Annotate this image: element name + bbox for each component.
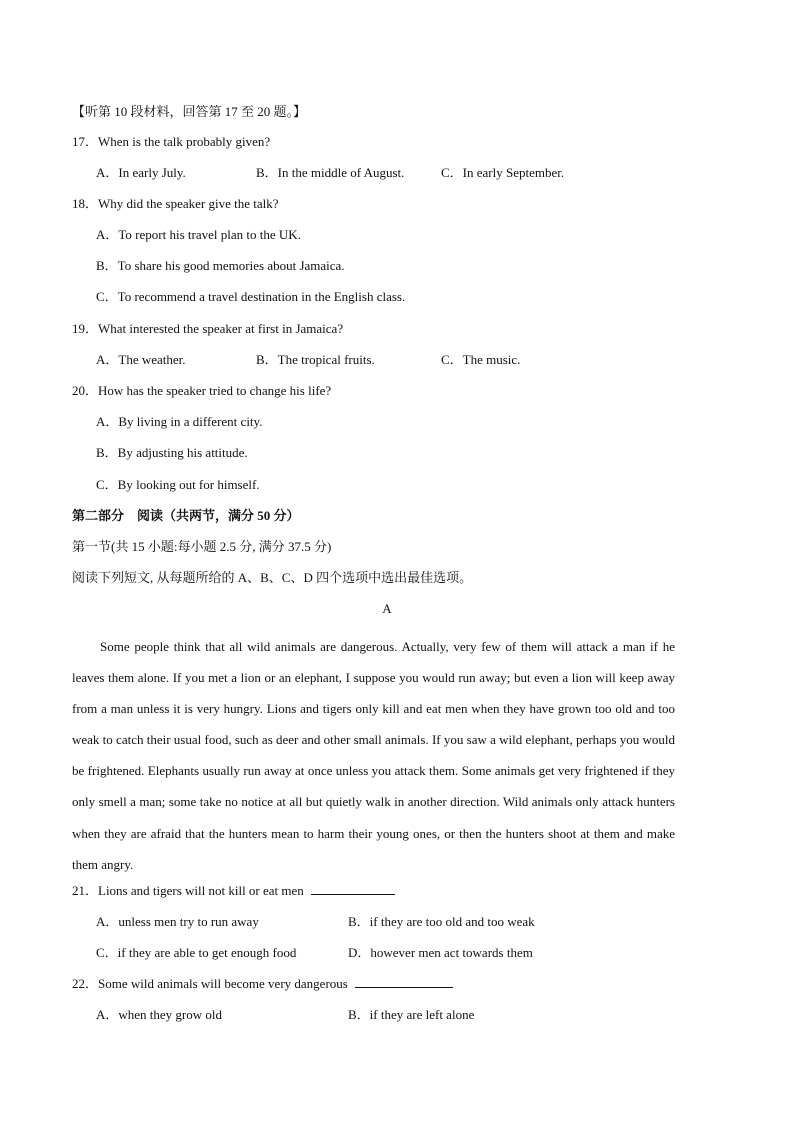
part2-title: 第二部分 阅读（共两节，满分 50 分） <box>72 508 300 523</box>
question-20-stem: 20．How has the speaker tried to change his life? <box>72 383 332 398</box>
question-19-option-b: B．The tropical fruits. <box>256 352 375 367</box>
answer-blank <box>311 882 395 895</box>
question-21-row <box>72 882 395 900</box>
question-20-option-a: A．By living in a different city. <box>96 414 263 429</box>
question-22-row <box>72 975 453 993</box>
question-22-option-a: A．when they grow old <box>96 1007 223 1022</box>
question-18-option-a: A．To report his travel plan to the UK. <box>96 227 301 242</box>
question-22-option-b: B．if they are left alone <box>348 1007 475 1022</box>
question-19-option-c: C．The music. <box>441 352 521 367</box>
question-17-option-b: B．In the middle of August. <box>256 165 405 180</box>
question-21-option-c: C．if they are able to get enough food <box>96 945 297 960</box>
question-19-stem: 19．What interested the speaker at first in Jamaica? <box>72 321 344 336</box>
passage-text: Some people think that all wild animals are dangerous. Actually, very few of them will attack a man if he leaves them alone. If you met a lion or an elephant, I suppose you would run away; but even a lion will keep away from a man unless it is very hungry. Lions and tigers only kill and eat men when they have grown too old and too weak to catch their usual food, such as deer and other small animals. If you saw a wild elephant, perhaps you would be frightened. Elephants usually run away at once unless you attack them. Some animals get very frightened if they only smell a man; some take no notice at all but quietly walk in another direction. Wild animals only attack hunters when they are afraid that the hunters mean to harm their young ones, or then the hunters shoot at them and make them angry. <box>72 639 675 872</box>
answer-blank <box>355 975 453 988</box>
question-21-option-a: A．unless men try to run away <box>96 914 259 929</box>
question-17-option-c: C．In early September. <box>441 165 565 180</box>
question-21-option-d: D．however men act towards them <box>348 945 533 960</box>
section-listen-header: 【听第 10 段材料，回答第 17 至 20 题。】 <box>72 104 307 119</box>
question-21-stem: 21．Lions and tigers will not kill or eat men <box>72 883 304 898</box>
reading-instructions: 阅读下列短文, 从每题所给的 A、B、C、D 四个选项中选出最佳选项。 <box>72 570 473 585</box>
question-19-option-a: A．The weather. <box>96 352 186 367</box>
question-18-option-c: C．To recommend a travel destination in the English class. <box>96 289 406 304</box>
question-22-stem: 22．Some wild animals will become very dangerous <box>72 976 348 991</box>
question-17-stem: 17．When is the talk probably given? <box>72 134 271 149</box>
question-21-option-b: B．if they are too old and too weak <box>348 914 535 929</box>
question-20-option-c: C．By looking out for himself. <box>96 477 260 492</box>
question-17-option-a: A．In early July. <box>96 165 186 180</box>
question-18-stem: 18．Why did the speaker give the talk? <box>72 196 279 211</box>
section1-title: 第一节(共 15 小题:每小题 2.5 分, 满分 37.5 分) <box>72 539 332 554</box>
question-18-option-b: B．To share his good memories about Jamaica. <box>96 258 345 273</box>
passage-label: A <box>382 601 392 616</box>
question-20-option-b: B．By adjusting his attitude. <box>96 445 248 460</box>
